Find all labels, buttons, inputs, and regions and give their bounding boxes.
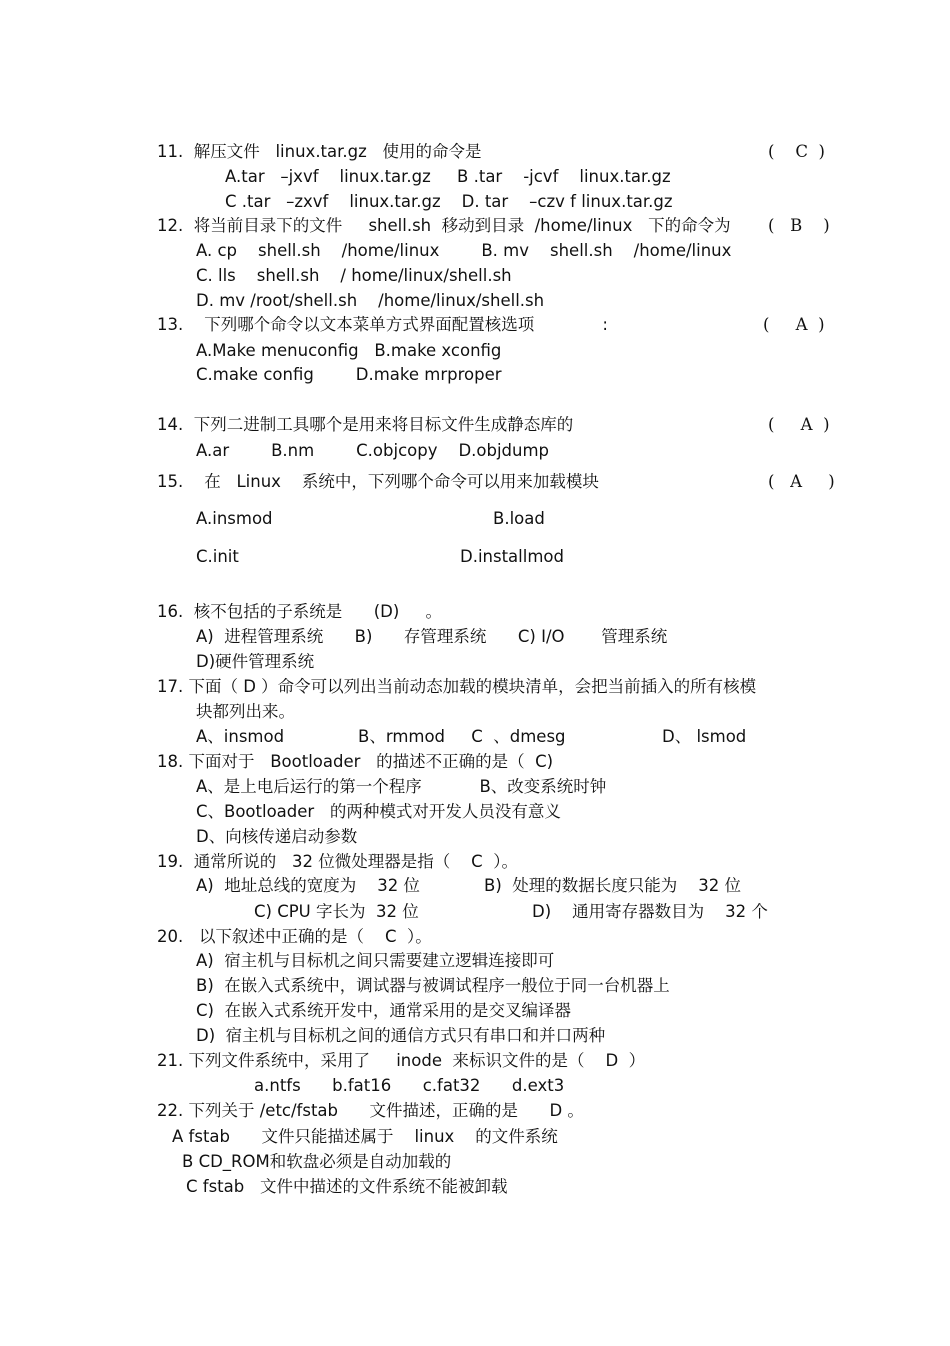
question-19-stem: 19. 通常所说的 32 位微处理器是指（ C ）。 [157,852,518,871]
question-20-option: C) 在嵌入式系统开发中，通常采用的是交叉编译器 [196,1001,571,1020]
question-19-option: A) 地址总线的宽度为 32 位 [196,876,420,895]
question-13-option: C.make config D.make mrproper [196,365,502,384]
question-15-option: C.init [196,547,239,566]
question-11-option: C .tar –zxvf linux.tar.gz D. tar –czv f linux.tar.gz [225,192,673,211]
question-13-answer: ( A ) [763,315,825,334]
question-19-option: C) CPU 字长为 32 位 [254,902,419,921]
question-14-option: A.ar B.nm C.objcopy D.objdump [196,441,550,460]
question-18-option: A、是上电后运行的第一个程序 B、改变系统时钟 [196,777,607,796]
question-18-option: C、Bootloader 的两种模式对开发人员没有意义 [196,802,561,821]
question-15-answer: ( A ) [768,472,835,491]
question-22-stem: 22. 下列关于 /etc/fstab 文件描述，正确的是 D 。 [157,1101,584,1120]
question-11-answer: ( C ) [768,142,825,161]
question-11-option: A.tar –jxvf linux.tar.gz B .tar -jcvf linux.tar.gz [225,167,671,186]
question-22-option: B CD_ROM和软盘必须是自动加载的 [182,1152,452,1171]
question-12-option: A. cp shell.sh /home/linux B. mv shell.sh /home/linux [196,241,732,260]
question-15-option: B.load [493,509,545,528]
question-16-option: A) 进程管理系统 B) 存管理系统 C) I/O 管理系统 [196,627,668,646]
question-20-option: B) 在嵌入式系统中，调试器与被调试程序一般位于同一台机器上 [196,976,670,995]
question-22-option: C fstab 文件中描述的文件系统不能被卸载 [186,1177,508,1196]
question-15-stem: 15. 在 Linux 系统中，下列哪个命令可以用来加载模块 [157,472,599,491]
question-19-option: B) 处理的数据长度只能为 32 位 [484,876,741,895]
question-20-option: D) 宿主机与目标机之间的通信方式只有串口和并口两种 [196,1026,606,1045]
question-20-stem: 20. 以下叙述中正确的是（ C ）。 [157,927,432,946]
question-13-option: A.Make menuconfig B.make xconfig [196,341,502,360]
question-20-option: A) 宿主机与目标机之间只需要建立逻辑连接即可 [196,951,555,970]
question-18-stem: 18. 下面对于 Bootloader 的描述不正确的是（ C) [157,752,554,771]
question-18-option: D、向核传递启动参数 [196,827,358,846]
question-17-stem-continued: 块都列出来。 [196,702,295,721]
question-21-stem: 21. 下列文件系统中，采用了 inode 来标识文件的是（ D ） [157,1051,646,1070]
question-12-option: D. mv /root/shell.sh /home/linux/shell.sh [196,291,545,310]
question-11-stem: 11. 解压文件 linux.tar.gz 使用的命令是 [157,142,482,161]
question-12-stem: 12. 将当前目录下的文件 shell.sh 移动到目录 /home/linux 下的命令为 [157,216,731,235]
question-15-option: D.installmod [460,547,564,566]
question-17-option: D、 lsmod [662,727,747,746]
question-21-option: a.ntfs b.fat16 c.fat32 d.ext3 [254,1076,565,1095]
question-12-answer: ( B ) [768,216,830,235]
question-13-stem: 13. 下列哪个命令以文本菜单方式界面配置核选项 : [157,315,608,334]
question-22-option: A fstab 文件只能描述属于 linux 的文件系统 [172,1127,558,1146]
question-15-option: A.insmod [196,509,273,528]
question-17-option: B、rmmod C 、dmesg [358,727,566,746]
question-16-stem: 16. 核不包括的子系统是 (D) 。 [157,602,443,621]
question-12-option: C. lls shell.sh / home/linux/shell.sh [196,266,512,285]
question-14-answer: ( A ) [768,415,830,434]
question-17-stem: 17. 下面（ D ）命令可以列出当前动态加载的模块清单，会把当前插入的所有核模 [157,677,757,696]
question-14-stem: 14. 下列二进制工具哪个是用来将目标文件生成静态库的 [157,415,574,434]
question-16-option: D)硬件管理系统 [196,652,315,671]
question-17-option: A、insmod [196,727,285,746]
question-19-option: D) 通用寄存器数目为 32 个 [532,902,768,921]
